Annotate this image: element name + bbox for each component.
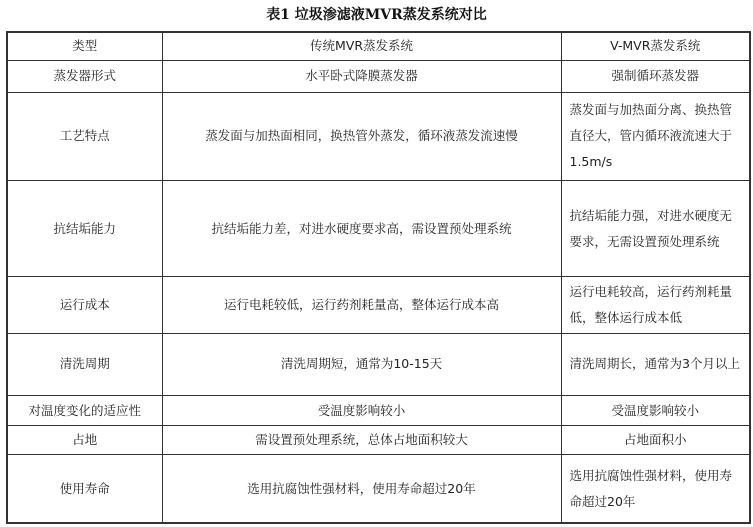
vmvr-value: 运行电耗较高，运行药剂耗量低，整体运行成本低 (561, 277, 750, 333)
vmvr-value: 占地面积小 (561, 426, 750, 455)
row-label: 工艺特点 (7, 92, 162, 180)
row-label: 抗结垢能力 (7, 181, 162, 277)
row-label: 对温度变化的适应性 (7, 395, 162, 425)
table-row (7, 395, 750, 425)
traditional-value: 清洗周期短，通常为10-15天 (162, 333, 561, 395)
table-header-row (7, 32, 750, 60)
row-label: 使用寿命 (7, 455, 162, 523)
traditional-value: 运行电耗较低，运行药剂耗量高，整体运行成本高 (162, 277, 561, 333)
vmvr-value: 受温度影响较小 (561, 395, 750, 425)
vmvr-value: 蒸发面与加热面分离、换热管直径大，管内循环液流速大于1.5m/s (561, 92, 750, 180)
comparison-table (6, 31, 751, 524)
header-type: 类型 (7, 32, 162, 60)
row-label: 运行成本 (7, 277, 162, 333)
traditional-value: 抗结垢能力差，对进水硬度要求高，需设置预处理系统 (162, 181, 561, 277)
vmvr-value: 选用抗腐蚀性强材料，使用寿命超过20年 (561, 455, 750, 523)
row-label: 蒸发器形式 (7, 60, 162, 92)
vmvr-value: 清洗周期长，通常为3个月以上 (561, 333, 750, 395)
table-row (7, 92, 750, 180)
traditional-value: 蒸发面与加热面相同，换热管外蒸发，循环液蒸发流速慢 (162, 92, 561, 180)
table-row (7, 60, 750, 92)
traditional-value: 水平卧式降膜蒸发器 (162, 60, 561, 92)
row-label: 清洗周期 (7, 333, 162, 395)
table-row (7, 277, 750, 333)
traditional-value: 受温度影响较小 (162, 395, 561, 425)
table-row (7, 181, 750, 277)
header-traditional-mvr: 传统MVR蒸发系统 (162, 32, 561, 60)
table-row (7, 333, 750, 395)
traditional-value: 需设置预处理系统，总体占地面积较大 (162, 426, 561, 455)
vmvr-value: 抗结垢能力强，对进水硬度无要求，无需设置预处理系统 (561, 181, 750, 277)
vmvr-value: 强制循环蒸发器 (561, 60, 750, 92)
traditional-value: 选用抗腐蚀性强材料，使用寿命超过20年 (162, 455, 561, 523)
table-row (7, 455, 750, 523)
row-label: 占地 (7, 426, 162, 455)
table-row (7, 426, 750, 455)
header-v-mvr: V-MVR蒸发系统 (561, 32, 750, 60)
table-title: 表1 垃圾渗滤液MVR蒸发系统对比 (266, 7, 487, 23)
